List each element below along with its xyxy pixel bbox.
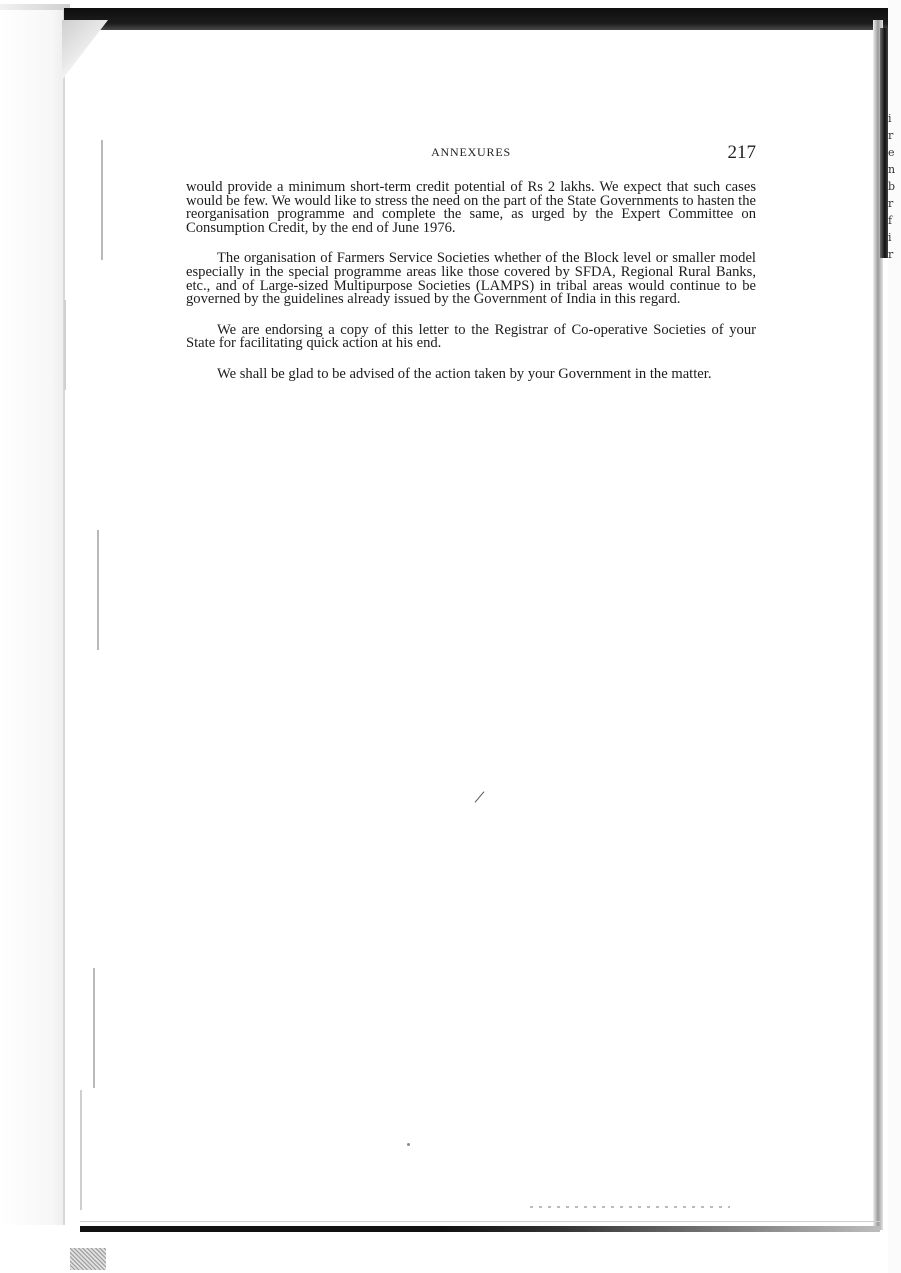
- scan-streak: [64, 300, 66, 390]
- scan-bottom-line: [80, 1221, 880, 1222]
- facing-page-letter: i: [888, 231, 892, 244]
- scan-streak: [101, 140, 103, 260]
- scan-gutter-line: [63, 10, 65, 1225]
- scan-left-margin: [0, 10, 64, 1225]
- running-title: ANNEXURES: [431, 145, 511, 159]
- scan-bottom-shadow: [80, 1226, 880, 1232]
- paragraph-farmers-service-societies: The organisation of Farmers Service Societies whether of the Block level or smaller model especially in the special programme areas like those covered by SFDA, Regional Rural Banks, etc., and of Large-sized Multipurpose Societies (LAMPS) in tribal areas would continue to be governed by the guidelines already issued by the Government of India in this regard.: [186, 250, 756, 308]
- paragraph-endorsing-copy: We are endorsing a copy of this letter to the Registrar of Co-operative Societies of your State for facilitating quick action at his end.: [186, 321, 756, 352]
- scan-streak: [93, 968, 95, 1088]
- paragraph-continued: would provide a minimum short-term credit potential of Rs 2 lakhs. We expect that such cases would be few. We would like to stress the need on the part of the State Governments to hasten the reorganisation programme and complete the same, as urged by the Expert Committee on Consumption Credit, by the end of June 1976.: [186, 179, 756, 236]
- facing-page-letter: r: [888, 248, 894, 261]
- running-head: [186, 142, 756, 166]
- scan-streak: [80, 1090, 82, 1210]
- scan-corner-noise: [70, 1248, 106, 1270]
- facing-page-letters: [888, 110, 900, 263]
- facing-page-letter: n: [888, 163, 896, 176]
- facing-page-letter: r: [888, 129, 894, 142]
- page-number: 217: [727, 142, 756, 163]
- facing-page-letter: b: [888, 180, 896, 193]
- scan-corner-fold: [62, 20, 108, 80]
- scan-streak: [97, 530, 99, 650]
- facing-page-letter: e: [888, 146, 895, 159]
- facing-page-letter: f: [888, 214, 893, 227]
- scan-bottom-dust: [530, 1206, 730, 1208]
- scan-right-shadow: [880, 28, 888, 258]
- scan-speck: [407, 1143, 410, 1146]
- facing-page-letter: r: [888, 197, 894, 210]
- pencil-mark: [475, 791, 485, 802]
- scan-top-shadow: [64, 8, 892, 30]
- paragraph-closing: We shall be glad to be advised of the action taken by your Government in the matter.: [217, 365, 712, 382]
- body-text: [186, 181, 756, 399]
- facing-page-letter: i: [888, 112, 892, 125]
